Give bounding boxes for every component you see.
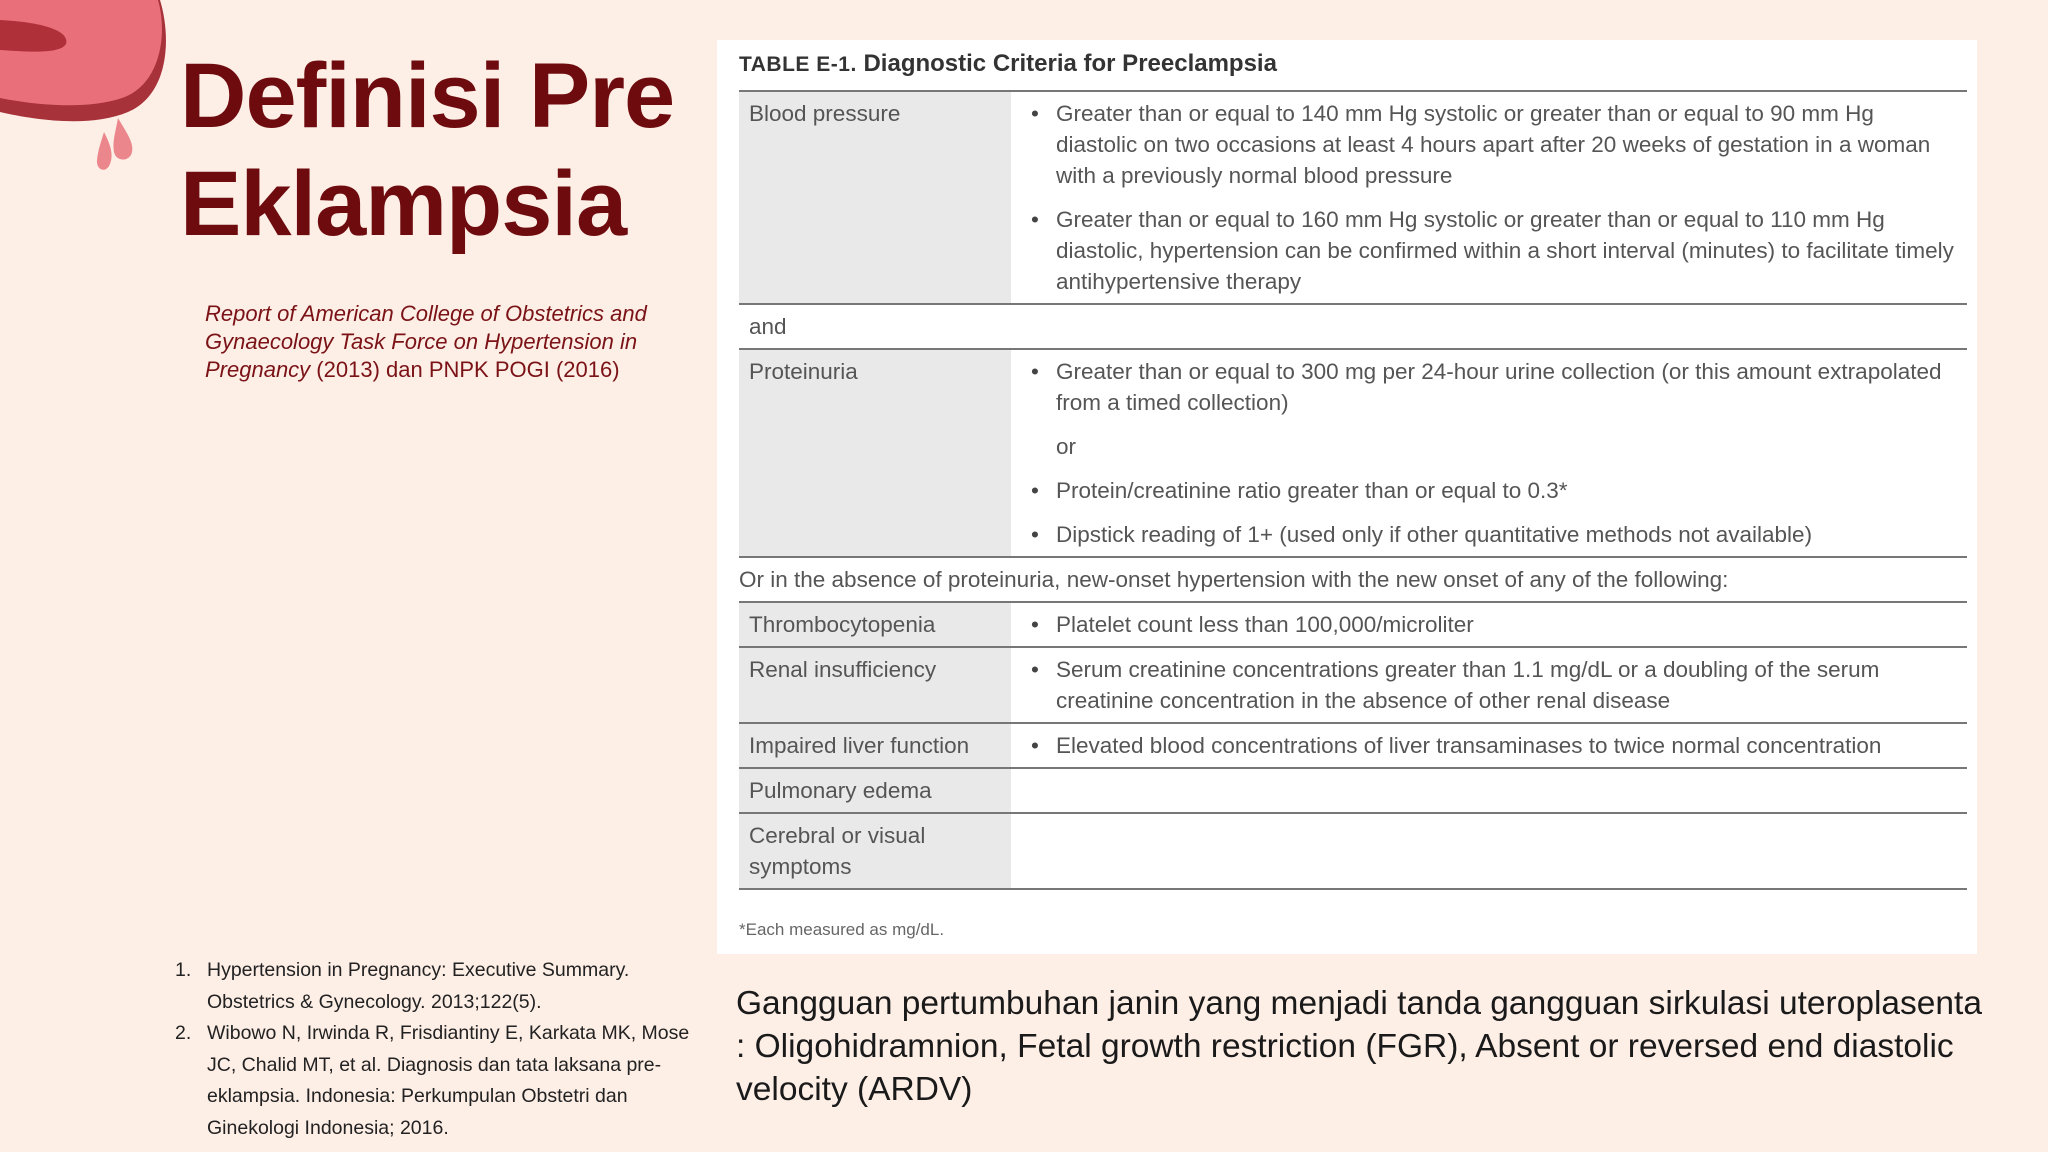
row-label: Impaired liver function <box>739 724 1011 767</box>
title-line-1: Definisi Pre <box>180 45 675 147</box>
source-italic: Report of American College of Obstetrics and Gynaecology Task Force on Hypertension in Pregnancy <box>205 301 647 382</box>
slide-title <box>180 42 674 258</box>
table-row <box>739 305 1967 350</box>
table-row <box>739 603 1967 648</box>
decorative-shape <box>0 0 180 190</box>
reference-list <box>175 955 695 1144</box>
source-citation <box>205 300 665 384</box>
table-rows <box>739 90 1967 890</box>
source-rest: (2013) dan PNPK POGI (2016) <box>310 357 620 382</box>
table-caption: TABLE E-1. Diagnostic Criteria for Preeclampsia <box>739 50 1277 77</box>
row-criteria: • Elevated blood concentrations of liver transaminases to twice normal concentration <box>1011 724 1967 767</box>
row-label: Pulmonary edema <box>739 769 1011 812</box>
fetal-growth-note: Gangguan pertumbuhan janin yang menjadi tanda gangguan sirkulasi uteroplasenta : Oligohidramnion, Fetal growth restriction (FGR), Absent or reversed end diastolic velocity (ARDV) <box>736 985 1982 1108</box>
title-line-2: Eklampsia <box>180 153 627 255</box>
table-row <box>739 350 1967 558</box>
row-connector: Or in the absence of proteinuria, new-onset hypertension with the new onset of any of the following: <box>739 567 1729 592</box>
table-row <box>739 724 1967 769</box>
row-criteria: • Greater than or equal to 300 mg per 24-hour urine collection (or this amount extrapolated from a timed collection) or • Protein/creatinine ratio greater than or equal to 0.3* • Dipstick reading of 1+ (used only if other quantitative methods not available) <box>1011 350 1967 556</box>
row-connector: and <box>749 314 787 339</box>
row-label: Cerebral or visual symptoms <box>739 814 1011 888</box>
row-label: Thrombocytopenia <box>739 603 1011 646</box>
row-label: Proteinuria <box>739 350 1011 556</box>
row-criteria: • Serum creatinine concentrations greater than 1.1 mg/dL or a doubling of the serum creatinine concentration in the absence of other renal disease <box>1011 648 1967 722</box>
table-row <box>739 648 1967 724</box>
row-criteria <box>1011 769 1967 812</box>
row-criteria: • Platelet count less than 100,000/microliter <box>1011 603 1967 646</box>
table-row <box>739 769 1967 814</box>
reference-item: 2. Wibowo N, Irwinda R, Frisdiantiny E, Karkata MK, Mose JC, Chalid MT, et al. Diagnosis dan tata laksana pre-eklampsia. Indonesia: Perkumpulan Obstetri dan Ginekologi Indonesia; 2016. <box>175 1022 690 1139</box>
table-row <box>739 558 1967 603</box>
row-label: Blood pressure <box>739 92 1011 303</box>
table-row <box>739 92 1967 305</box>
row-criteria <box>1011 814 1967 888</box>
table-row <box>739 814 1967 890</box>
table-footnote: *Each measured as mg/dL. <box>739 920 945 939</box>
row-label: Renal insufficiency <box>739 648 1011 722</box>
row-criteria: • Greater than or equal to 140 mm Hg systolic or greater than or equal to 90 mm Hg diastolic on two occasions at least 4 hours apart after 20 weeks of gestation in a woman with a previously normal blood pressure • Greater than or equal to 160 mm Hg systolic or greater than or equal to 110 mm Hg diastolic, hypertension can be confirmed within a short interval (minutes) to facilitate timely antihypertensive therapy <box>1011 92 1967 303</box>
reference-item: 1. Hypertension in Pregnancy: Executive Summary. Obstetrics & Gynecology. 2013;122(5). <box>175 959 630 1013</box>
diagnostic-criteria-table <box>717 40 1977 954</box>
